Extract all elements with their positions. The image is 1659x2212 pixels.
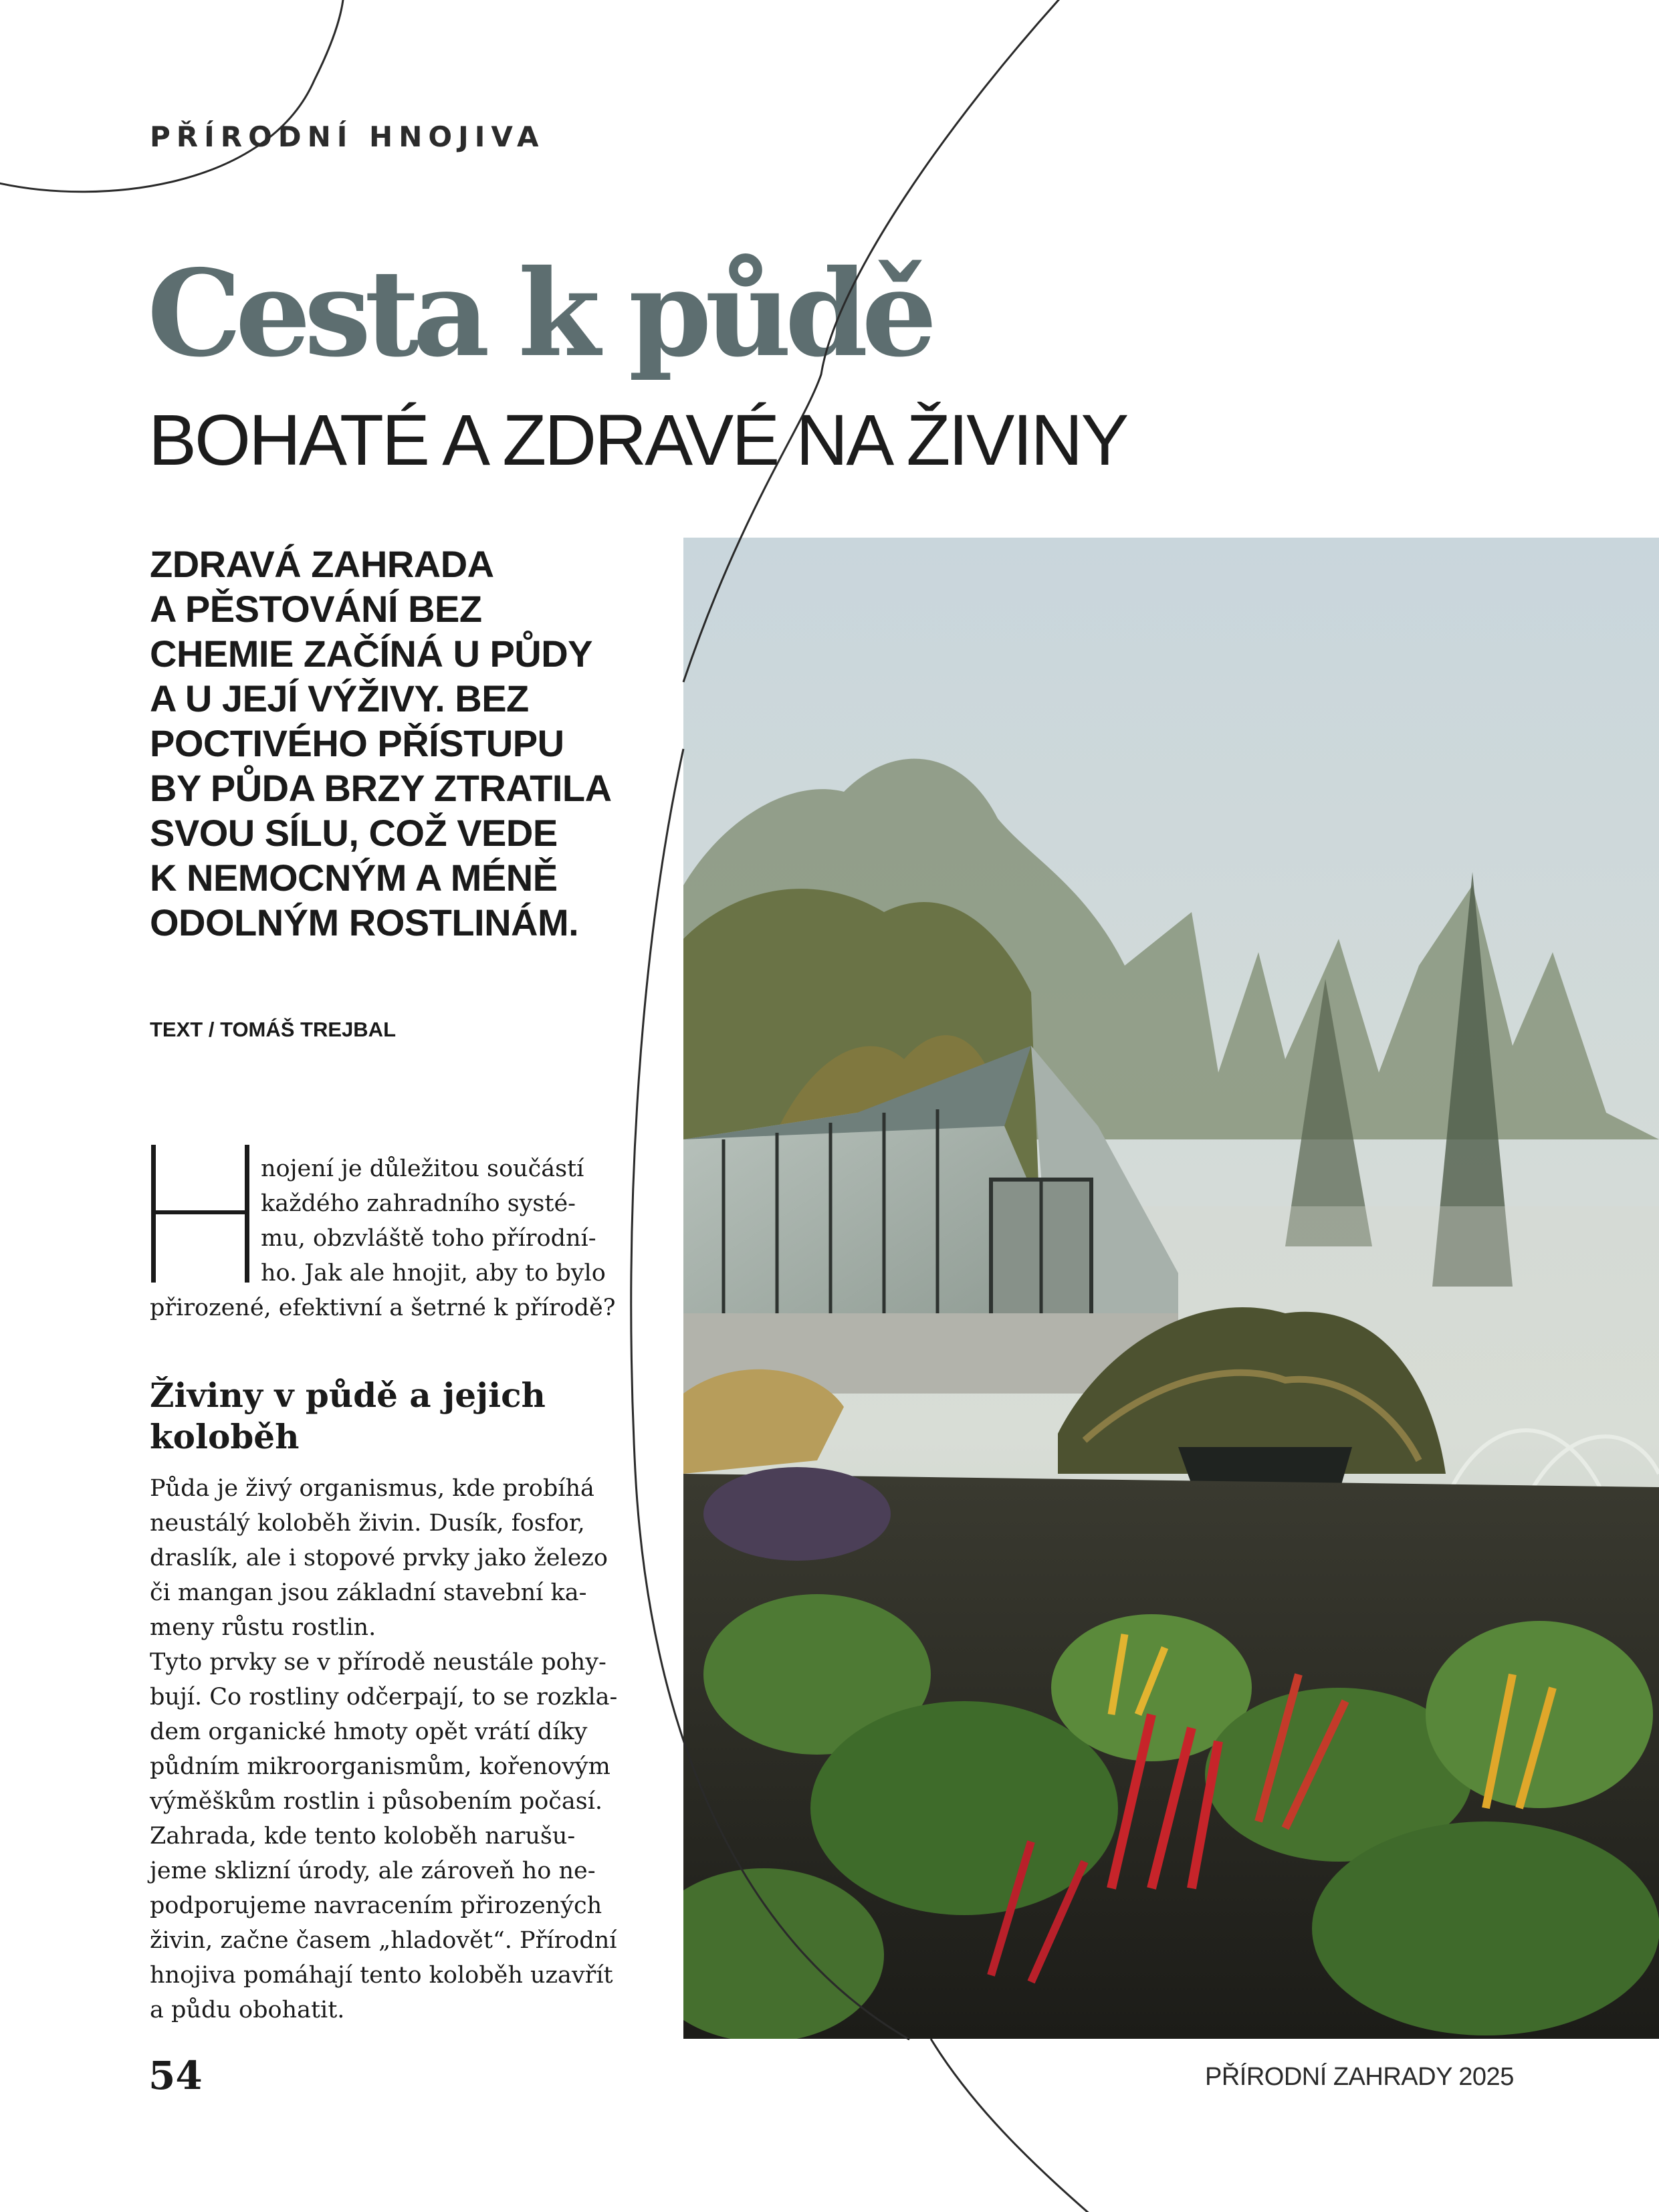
body-line: jeme sklizní úrody, ale zároveň ho ne-	[150, 1858, 596, 1884]
lead-paragraph	[150, 542, 685, 945]
intro-line: ho. Jak ale hnojit, aby to bylo	[261, 1260, 606, 1287]
lead-line: BY PŮDA BRZY ZTRATILA	[150, 767, 612, 809]
lead-line: A PĚSTOVÁNÍ BEZ	[150, 588, 482, 630]
body-paragraph	[150, 1471, 618, 2027]
body-line: či mangan jsou základní stavební ka-	[150, 1579, 587, 1606]
section-heading-line: Živiny v půdě a jejich	[150, 1375, 546, 1415]
body-line: hnojiva pomáhají tento koloběh uzavřít	[150, 1962, 613, 1989]
body-line: Zahrada, kde tento koloběh narušu-	[150, 1823, 576, 1850]
body-line: Tyto prvky se v přírodě neustále pohy-	[150, 1649, 606, 1676]
page-number: 54	[148, 2053, 203, 2098]
top-left-arc	[0, 0, 344, 192]
article-title: Cesta k půdě	[147, 243, 931, 383]
body-line: draslík, ale i stopové prvky jako železo	[150, 1545, 608, 1571]
lead-line: ZDRAVÁ ZAHRADA	[150, 543, 494, 585]
body-line: bují. Co rostliny odčerpají, to se rozkla-	[150, 1684, 618, 1710]
lead-line: K NEMOCNÝM A MÉNĚ	[150, 857, 558, 899]
lead-line: POCTIVÉHO PŘÍSTUPU	[150, 722, 564, 764]
lead-line: ODOLNÝM ROSTLINÁM.	[150, 901, 579, 944]
body-line: meny růstu rostlin.	[150, 1614, 376, 1641]
garden-greenhouse-photo	[683, 538, 1659, 2039]
section-kicker: PŘÍRODNÍ HNOJIVA	[150, 120, 545, 153]
body-line: a půdu obohatit.	[150, 1997, 345, 2023]
body-line: výměškům rostlin i působením počasí.	[150, 1788, 603, 1815]
body-line: Půda je živý organismus, kde probíhá	[150, 1475, 594, 1502]
body-line: živin, začne časem „hladovět“. Přírodní	[150, 1927, 617, 1954]
section-heading-line: koloběh	[150, 1417, 300, 1456]
body-line: dem organické hmoty opět vrátí díky	[150, 1719, 588, 1745]
intro-line: nojení je důležitou součástí	[261, 1155, 584, 1182]
intro-paragraph	[150, 1151, 618, 1325]
publication-title: PŘÍRODNÍ ZAHRADY 2025	[1205, 2063, 1514, 2091]
section-heading	[150, 1375, 618, 1458]
bottom-arc	[931, 2039, 1097, 2212]
lead-line: CHEMIE ZAČÍNÁ U PŮDY	[150, 633, 593, 675]
intro-line: přirozené, efektivní a šetrné k přírodě?	[150, 1295, 616, 1321]
body-line: neustálý koloběh živin. Dusík, fosfor,	[150, 1510, 585, 1537]
intro-line: každého zahradního systé-	[261, 1190, 576, 1217]
lead-line: A U JEJÍ VÝŽIVY. BEZ	[150, 677, 529, 720]
byline: TEXT / TOMÁŠ TREJBAL	[150, 1018, 397, 1041]
lead-line: SVOU SÍLU, COŽ VEDE	[150, 812, 558, 854]
body-line: podporujeme navracením přirozených	[150, 1892, 602, 1919]
body-line: půdním mikroorganismům, kořenovým	[150, 1753, 611, 1780]
article-subtitle: BOHATÉ A ZDRAVÉ NA ŽIVINY	[148, 399, 1127, 480]
intro-line: mu, obzvláště toho přírodní-	[261, 1225, 596, 1252]
